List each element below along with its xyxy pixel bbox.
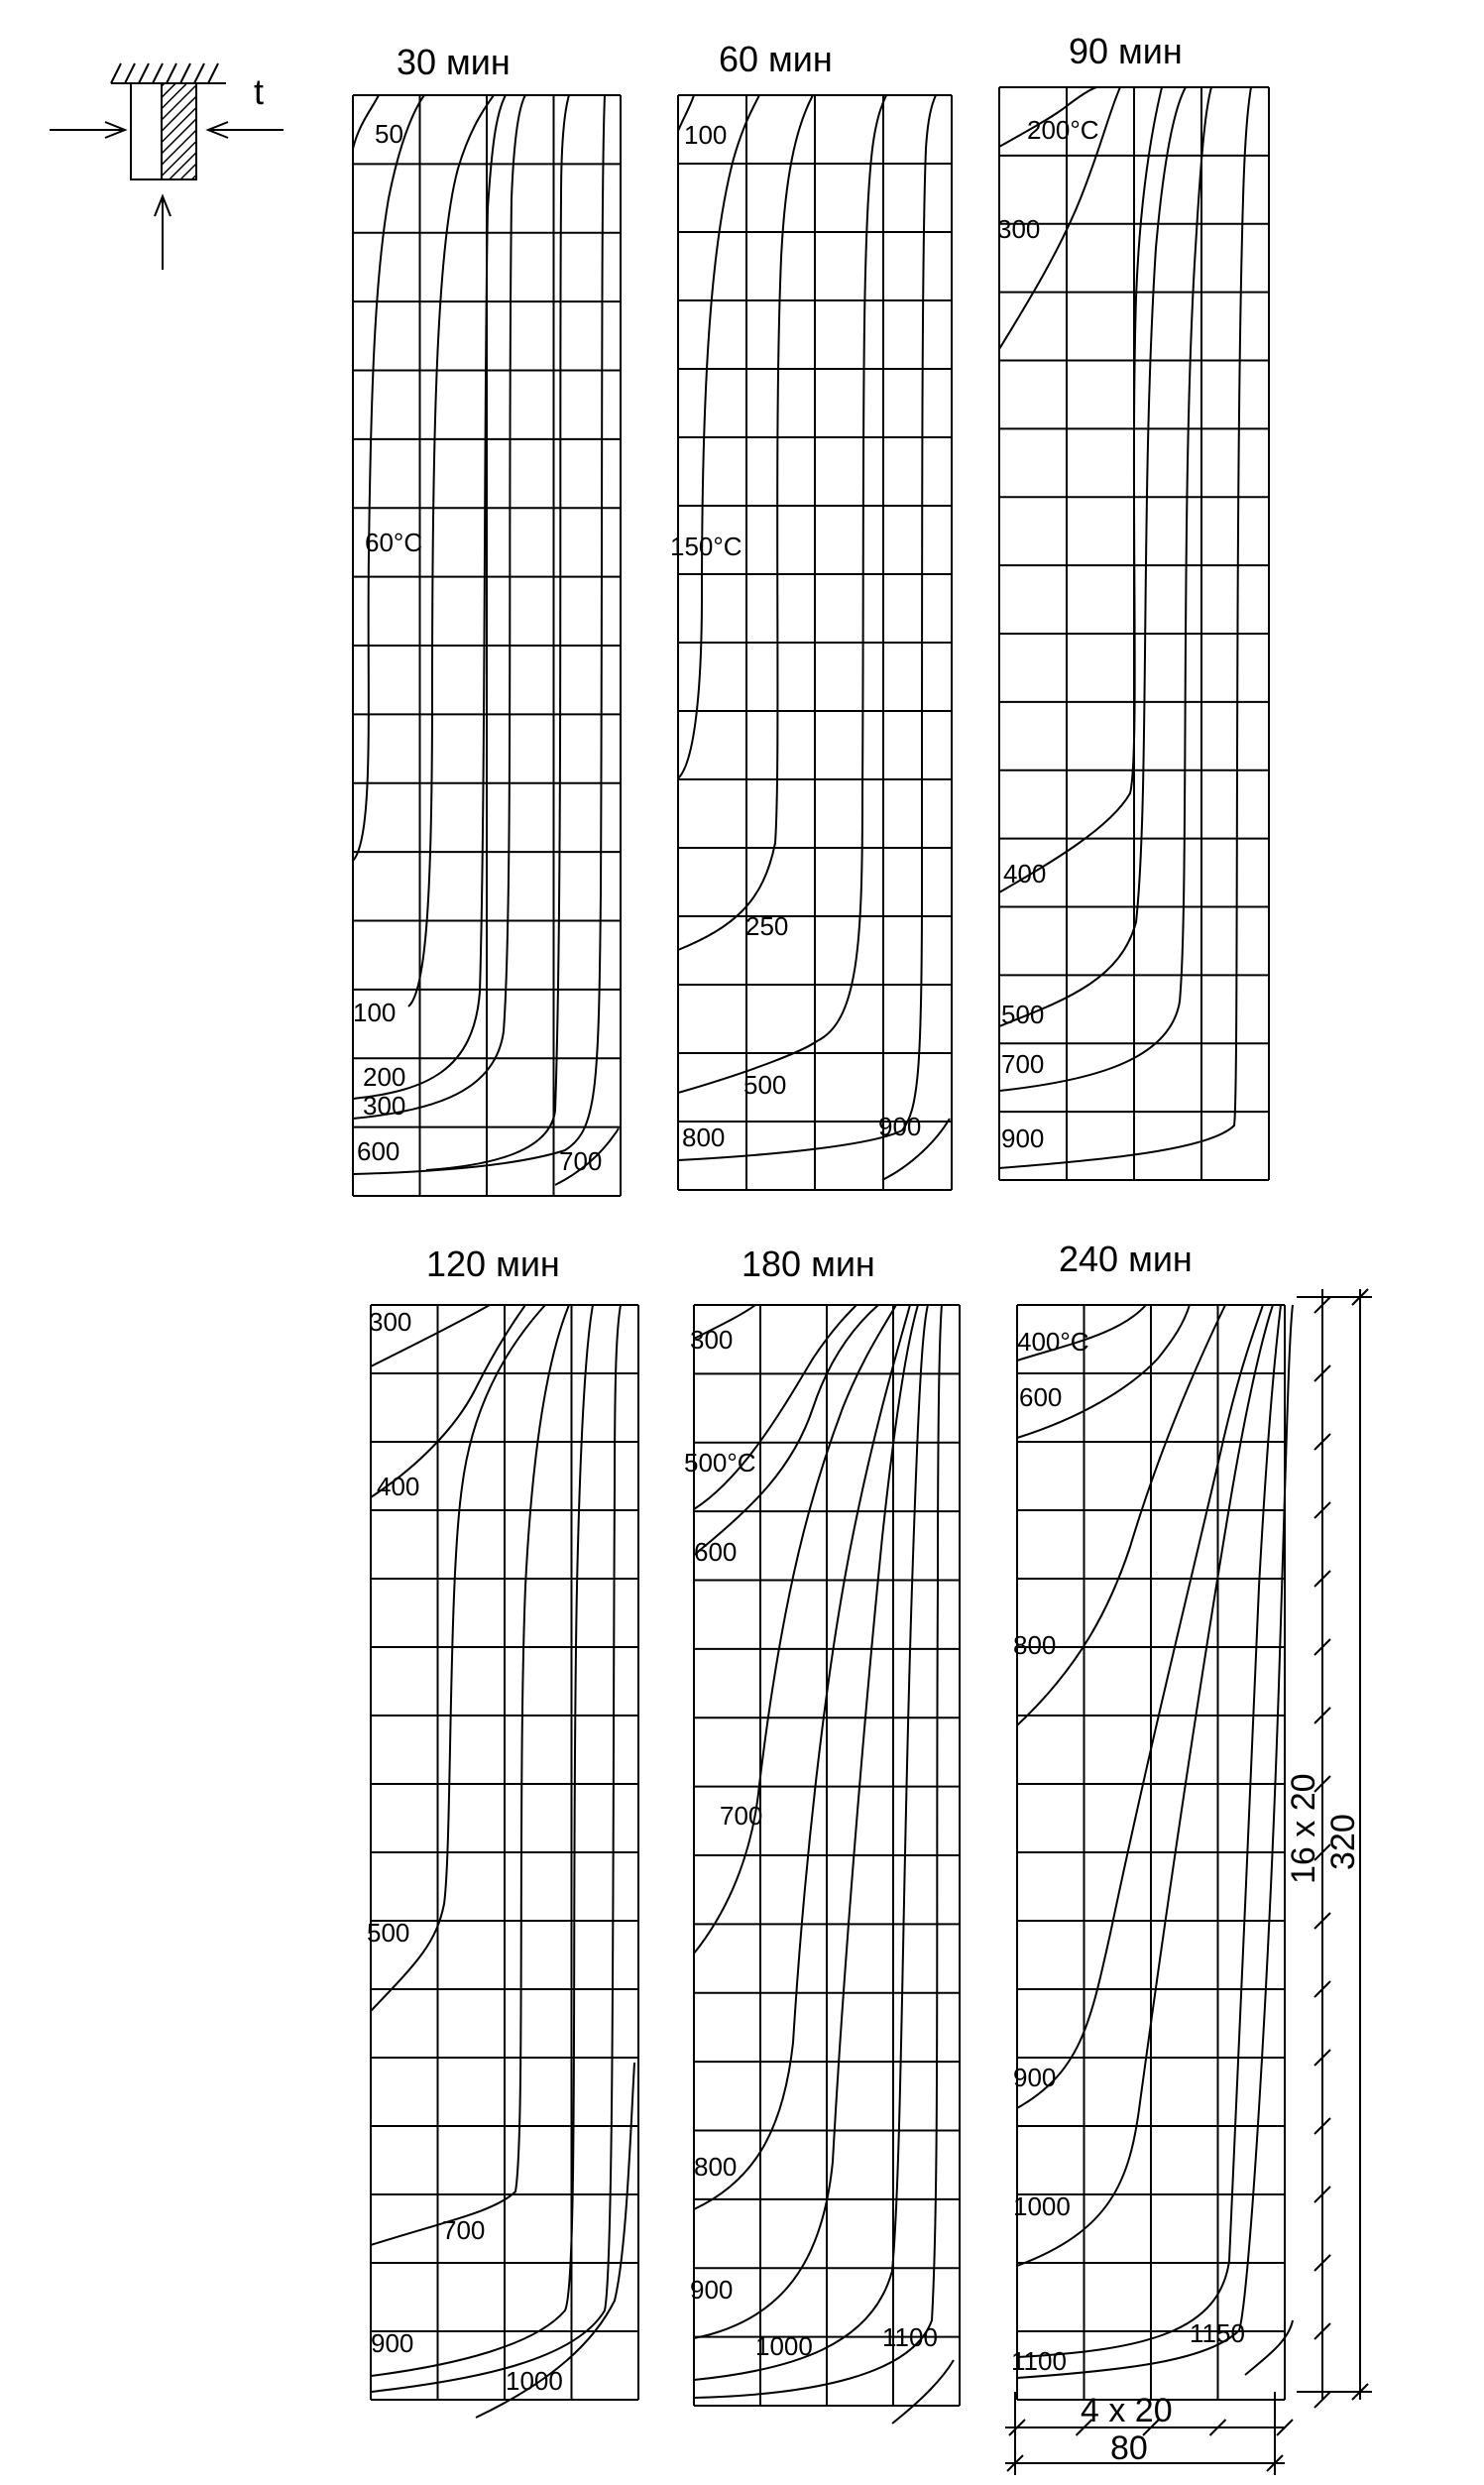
isotherm-curve (353, 95, 525, 1119)
isotherm-label: 1000 (755, 2331, 813, 2361)
isotherm-label: 200°C (1027, 115, 1099, 145)
isotherm-label: 800 (682, 1123, 726, 1152)
isotherm-label: 900 (1001, 1124, 1045, 1153)
isotherm-label: 100 (684, 120, 728, 150)
isotherm-curve (999, 87, 1162, 892)
isotherm-label: 900 (690, 2275, 734, 2305)
isotherm-label: 500°C (684, 1448, 756, 1478)
grid-60 (678, 95, 952, 1190)
isotherm-label: 1150 (1190, 2318, 1245, 2348)
panel-title-120: 120 мин (426, 1243, 560, 1284)
fire-exposure-label: t (254, 71, 265, 112)
isotherm-label: 150°C (670, 532, 742, 561)
isotherm-curve (353, 95, 506, 1099)
isotherm-label: 300 (997, 214, 1041, 244)
isotherm-label: 600 (1019, 1382, 1063, 1412)
panel-title-180: 180 мин (742, 1243, 875, 1284)
grid-120 (371, 1305, 638, 2400)
isotherm-label: 400 (377, 1472, 420, 1501)
isotherm-label: 900 (1013, 2063, 1057, 2092)
isotherm-label: 500 (743, 1070, 787, 1100)
isotherm-label: 1100 (1011, 2346, 1067, 2376)
isotherm-label: 500 (1001, 1000, 1045, 1029)
isotherm-label: 900 (878, 1112, 922, 1141)
dimension-height-total: 320 (1324, 1814, 1362, 1870)
panel-title-90: 90 мин (1069, 31, 1183, 71)
isotherm-curve (1017, 1305, 1225, 1725)
isotherm-label: 1000 (1013, 2191, 1071, 2221)
isotherm-label: 50 (375, 119, 403, 149)
support-hatch (111, 63, 218, 83)
isotherm-label: 700 (1001, 1049, 1045, 1079)
isotherm-label: 200 (363, 1062, 406, 1092)
isotherm-label: 600 (357, 1136, 400, 1166)
isotherm-label: 500 (367, 1918, 410, 1948)
isotherm-label: 1100 (882, 2322, 938, 2352)
isotherm-label: 700 (720, 1801, 763, 1831)
grid-240 (1017, 1305, 1285, 2400)
isotherm-curve (426, 95, 569, 1170)
isotherm-label: 60°C (365, 528, 423, 557)
isotherm-curve (371, 1305, 621, 2392)
isotherm-label: 400°C (1017, 1327, 1089, 1357)
isotherm-label: 1000 (506, 2366, 563, 2396)
isotherm-label: 250 (745, 911, 789, 941)
isotherm-curve (1017, 1305, 1190, 1438)
isotherm-label: 300 (369, 1307, 412, 1337)
section-key (50, 63, 284, 270)
isotherm-label: 900 (371, 2328, 414, 2358)
isotherm-label: 300 (363, 1091, 406, 1121)
panel-title-30: 30 мин (397, 42, 511, 82)
dimension-height-cells: 16 x 20 (1285, 1773, 1322, 1884)
isotherm-label: 300 (690, 1325, 734, 1355)
isotherm-curve (694, 1305, 910, 2209)
panel-title-60: 60 мин (719, 39, 833, 79)
isotherm-label: 600 (694, 1537, 738, 1567)
isotherm-label: 400 (1003, 859, 1047, 888)
isotherm-label: 800 (694, 2152, 738, 2182)
isotherm-label: 100 (353, 998, 397, 1027)
dimension-width-total: 80 (1110, 2429, 1148, 2467)
panel-title-240: 240 мин (1059, 1239, 1193, 1279)
dimension-width-cells: 4 x 20 (1081, 2392, 1173, 2429)
isotherm-curve (892, 2360, 954, 2424)
isotherm-label: 700 (559, 1146, 603, 1176)
isotherm-label: 800 (1013, 1630, 1057, 1660)
isotherm-label: 700 (442, 2215, 486, 2245)
heated-zone-hatch (162, 83, 196, 179)
isotherm-curve (353, 95, 424, 861)
isotherm-curve (371, 1305, 545, 2011)
